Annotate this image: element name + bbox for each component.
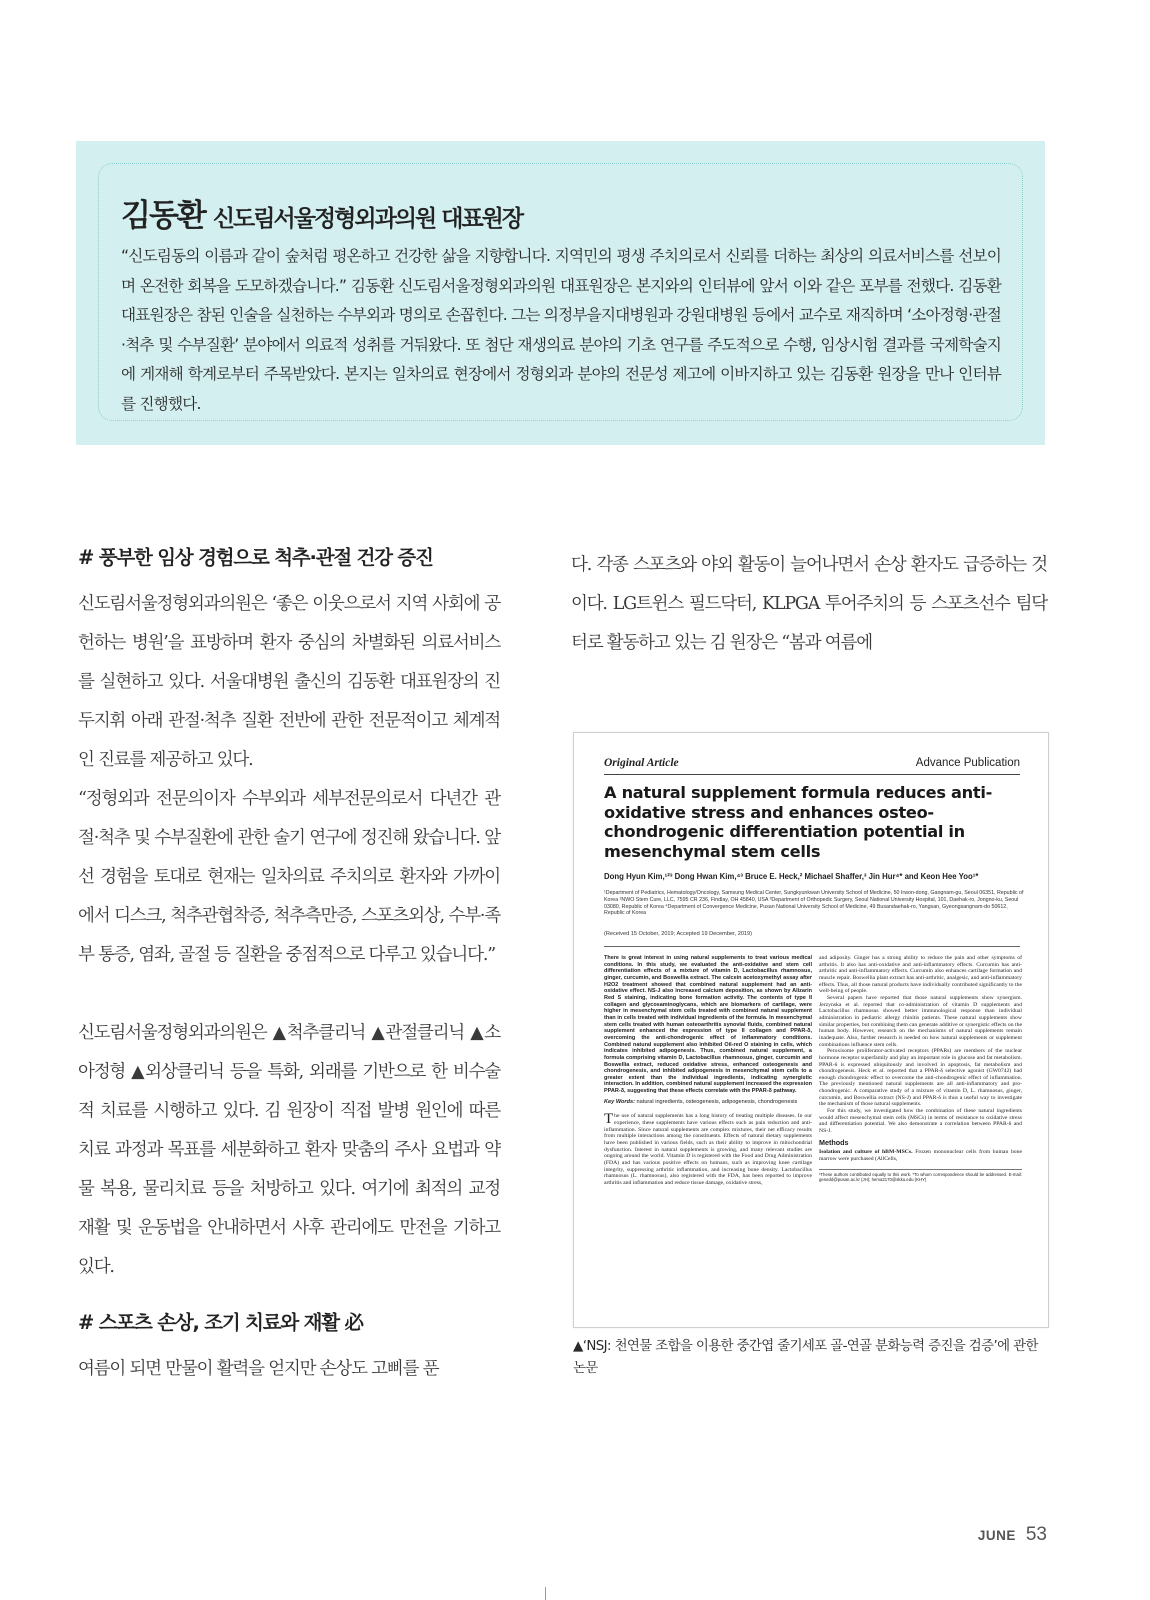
intro-frame bbox=[98, 163, 1023, 421]
section-heading-2: # 스포츠 손상, 조기 치료와 재활 必 bbox=[78, 1311, 363, 1334]
paper-article-type: Original Article bbox=[604, 757, 679, 769]
paper-methods-text: Frozen mononuclear cells from human bone marrow were purchased (AllCells, bbox=[819, 1149, 1022, 1163]
paper-divider bbox=[604, 946, 1020, 947]
paper-methods-paragraph bbox=[819, 1149, 1022, 1162]
right-column bbox=[571, 546, 1047, 663]
paper-authors: Dong Hyun Kim,¹²³ Dong Hwan Kim,⁴³ Bruce E. Heck,² Michael Shaffer,³ Jin Hur⁴* and Keon Hee Yoo¹* bbox=[604, 872, 979, 881]
page-number: 53 bbox=[1025, 1524, 1047, 1545]
paper-affiliations: ¹Department of Pediatrics, Hematology/Oncology, Samsung Medical Center, Sungkyunkwan University School of Medicine, 50 Irwon-dong, Gangnam-gu, Seoul 06351, Republic of Korea ²NWO Stem Cure, LLC, 7595 CR 236, Findlay, OH 45840, USA ³Department of Orthopedic Surgery, Seoul National University Hospital, 101, Daehak-ro, Jongno-ku, Seoul 03080, Republic of Korea ⁴Department of Convergence Medicine, Pusan National University School of Medicine, 49 Busandaehak-ro, Yangsan, Gyeongsangnam-do 50612, Republic of Korea bbox=[604, 890, 1024, 917]
intro-box bbox=[76, 141, 1045, 445]
interviewee-role: 신도림서울정형외과의원 대표원장 bbox=[212, 206, 523, 232]
page-footer bbox=[978, 1524, 1047, 1546]
paper-title: A natural supplement formula reduces anti-oxidative stress and enhances osteo-chondrogenic differentiation potential in mesenchymal stem cells bbox=[604, 783, 992, 861]
paper-right-text-2: Several papers have reported that those natural supplements show synergism. Jerzynska et al. reported that co-administration of vitamin D supplements and Lactobacillus rhamnosus showed better immunological response than individual administration in pediatric allergy rhinitis patients. These natural supplements show similar properties, but combining them can generate additive or synergistic effects on the human body. However, research on the mechanisms of natural supplements remain inadequate. Also, further research is needed on how natural supplements or supplement combinations influence stem cells. bbox=[819, 994, 1022, 1048]
left-paragraph-3: 신도림서울정형외과의원은 ▲척추클리닉 ▲관절클리닉 ▲소아정형 ▲외상클리닉 등을 특화, 외래를 기반으로 한 비수술적 치료를 시행하고 있다. 김 원장이 직접 발병 원인에 따른 치료 과정과 목표를 세분화하고 환자 맞춤의 주사 요법과 약물 복용, 물리치료 등을 처방하고 있다. 여기에 최적의 교정 재활 및 운동법을 안내하면서 사후 관리에도 만전을 기하고 있다. bbox=[78, 1023, 500, 1277]
left-column bbox=[78, 538, 500, 1389]
paper-right-text-4: For this study, we investigated how the combination of these natural ingredients would affect mesenchymal stem cells (MSCs) in terms of resistance to oxidative stress and differentiation potential. We also demonstrate a correlation between PPAR-δ and NS-J. bbox=[819, 1108, 1022, 1135]
paper-methods-subheading: Isolation and culture of hBM-MSCs. bbox=[819, 1149, 913, 1156]
intro-paragraph: “신도림동의 이름과 같이 숲처럼 평온하고 건강한 삶을 지향합니다. 지역민의 평생 주치의로서 신뢰를 더하는 최상의 의료서비스를 선보이며 온전한 회복을 도모하겠습니다.” 김동환 신도림서울정형외과의원 대표원장은 본지와의 인터뷰에 앞서 이와 같은 포부를 전했다. 김동환 대표원장은 참된 인술을 실천하는 수부외과 명의로 손꼽힌다. 그는 의정부을지대병원과 강원대병원 등에서 교수로 재직하며 ‘소아정형·관절·척추 및 수부질환’ 분야에서 의료적 성취를 거둬왔다. 또 첨단 재생의료 분야의 기초 연구를 주도적으로 수행, 임상시험 결과를 국제학술지에 게재해 학계로부터 주목받았다. 본지는 일차의료 현장에서 정형외과 분야의 전문성 제고에 이바지하고 있는 김동환 원장을 만나 인터뷰를 진행했다. bbox=[121, 247, 1001, 413]
left-paragraph-4: 여름이 되면 만물이 활력을 얻지만 손상도 고삐를 푼 bbox=[78, 1359, 439, 1379]
paper-publication-status: Advance Publication bbox=[915, 757, 1020, 769]
crop-mark bbox=[545, 1587, 546, 1600]
paper-keywords-label: Key Words: bbox=[604, 1098, 635, 1105]
paper-received-date: (Received 15 October, 2019; Accepted 19 December, 2019) bbox=[604, 931, 753, 937]
paper-footnote: ¹These authors contributed equally to this work. *To whom correspondence should be addressed. E-mail: genedd@pusan.ac.kr (JH); hema2170@skku.edu (KHY) bbox=[819, 1169, 1022, 1183]
paper-right-text-3: Peroxisome proliferator-activated receptors (PPARs) are members of the nuclear hormone receptor superfamily and play an important role in glucose and fat metabolism. PPAR-δ is expressed ubiquitously and involved in apoptosis, fat metabolism and chondrogenesis. Heck et al. reported that a PPAR-δ selective agonist (GW0742) had enough chondrogenic effect to overcome the anti-chondrogenic effect of inflammation. The previously mentioned natural supplements are all anti-inflammatory and pro-chondrogenic. A comparative study of a mixture of vitamin D, L. rhamnosus, ginger, curcumin, and Boswellia extract (NS-J) and PPAR-δ is thus a useful way to investigate the mechanism of those natural supplements. bbox=[819, 1048, 1022, 1108]
paper-abstract: There is great interest in using natural supplements to treat various medical conditions. In this study, we evaluated the anti-oxidative and stem cell differentiation effects of a mixture of vitamin D, Lactobacillus rhamnosus, ginger, curcumin, and Boswellia extract. The calcein acetoxymethyl assay after H2O2 treatment showed that combined natural supplement had an anti-oxidative effect. NS-J also increased calcium deposition, as shown by Alizarin Red S staining, indicating bone formation activity. The contents of type II collagen and glycosaminoglycans, which are biomarkers of cartilage, were higher in mesenchymal stem cells treated with combined natural supplement than in cells treated with individual ingredients of the formula. In mesenchymal stem cells treated with human osteoarthritis synovial fluids, combined natural supplement enhanced the expression of type II collagen and PPAR-δ, overcoming the anti-chondrogenic effect of inflammatory conditions. Combined natural supplement also inhibited Oil-red O staining in cells, which indicates inhibited adipogenesis. Thus, combined natural supplement, a formula comprising vitamin D, Lactobacillus rhamnosus, ginger, curcumin and Boswellia extract, reduced oxidative stress, enhanced osteogenesis and chondrogenesis, and inhibited adipogenesis in mesenchymal stem cells to a greater extent than the individual ingredients, indicating synergistic interaction. In addition, combined natural supplement increased the expression PPAR-δ, suggesting that these effects correlate with the PPAR-δ pathway. bbox=[604, 955, 812, 1095]
paper-left-column bbox=[604, 955, 812, 1317]
paper-keywords-text: natural ingredients, osteogenesis, adipogenesis, chondrogenesis bbox=[636, 1098, 798, 1105]
intro-title bbox=[121, 190, 522, 235]
paper-methods-heading: Methods bbox=[819, 1137, 849, 1147]
left-paragraph-1: 신도림서울정형외과의원은 ‘좋은 이웃으로서 지역 사회에 공헌하는 병원’을 표방하며 환자 중심의 차별화된 의료서비스를 실현하고 있다. 서울대병원 출신의 김동환 대표원장의 진두지휘 아래 관절·척추 질환 전반에 관한 전문적이고 체계적인 진료를 제공하고 있다. bbox=[78, 594, 500, 770]
paper-header-rule bbox=[604, 774, 1020, 775]
paper-right-column bbox=[819, 955, 1022, 1317]
paper-intro-text: he use of natural supplements has a long history of treating multiple diseases. In our experience, these supplements have various effects such as pain reduction and anti-inflammation. Since natural supplements are complex mixtures, their net efficacy results from multiple interactions among the constituents. Effects of natural dietary supplements have been published in various fields, such as their ability to improve in mitochondrial dysfunction. Interest in natural supplements is growing, and many relevant studies are ongoing around the world. Vitamin D is registered with the Food and Drug Administration (FDA) and has various positive effects on humans, such as improving knee cartilage integrity, suppressing arthritic inflammation, and increasing bone density. Lactobacillus rhamnosus (L. rhamnosus), also registered with the FDA, has been reported to improve arthritis and inflammation and reduce tissue damage, oxidative stress, bbox=[604, 1113, 812, 1186]
paper-image bbox=[573, 732, 1049, 1328]
paper-keywords bbox=[604, 1099, 812, 1106]
paper-right-text-1: and adiposity. Ginger has a strong ability to reduce the pain and other symptoms of arthritis. It also has anti-oxidative and anti-inflammatory effects. Curcumin has anti-arthritic and anti-inflammatory effects. Curcumin also enhances cartilage formation and muscle repair. Boswellia plant extract has anti-arthritic, analgesic, and anti-inflammatory effects. Thus, all those natural products have individually contributed significantly to the well-being of people. bbox=[819, 955, 1022, 995]
right-paragraph-1: 다. 각종 스포츠와 야외 활동이 늘어나면서 손상 환자도 급증하는 것이다. LG트윈스 필드닥터, KLPGA 투어주치의 등 스포츠선수 팀닥터로 활동하고 있는 김 원장은 “봄과 여름에 bbox=[571, 555, 1047, 653]
image-caption: ▲‘NSJ: 천연물 조합을 이용한 중간엽 줄기세포 골-연골 분화능력 증진을 검증’에 관한 논문 bbox=[573, 1339, 1038, 1376]
issue-month: JUNE bbox=[977, 1528, 1016, 1543]
interviewee-name: 김동환 bbox=[121, 198, 205, 234]
paper-dropcap: T bbox=[604, 1111, 614, 1128]
section-heading-1: # 풍부한 임상 경험으로 척추·관절 건강 증진 bbox=[78, 546, 433, 569]
left-paragraph-2: “정형외과 전문의이자 수부외과 세부전문의로서 다년간 관절·척추 및 수부질환에 관한 술기 연구에 정진해 왔습니다. 앞선 경험을 토대로 현재는 일차의료 주치의로 환자와 가까이에서 디스크, 척추관협착증, 척추측만증, 스포츠외상, 수부·족부 통증, 염좌, 골절 등 질환을 중점적으로 다루고 있습니다.” bbox=[78, 789, 500, 965]
paper-introduction bbox=[604, 1113, 812, 1186]
